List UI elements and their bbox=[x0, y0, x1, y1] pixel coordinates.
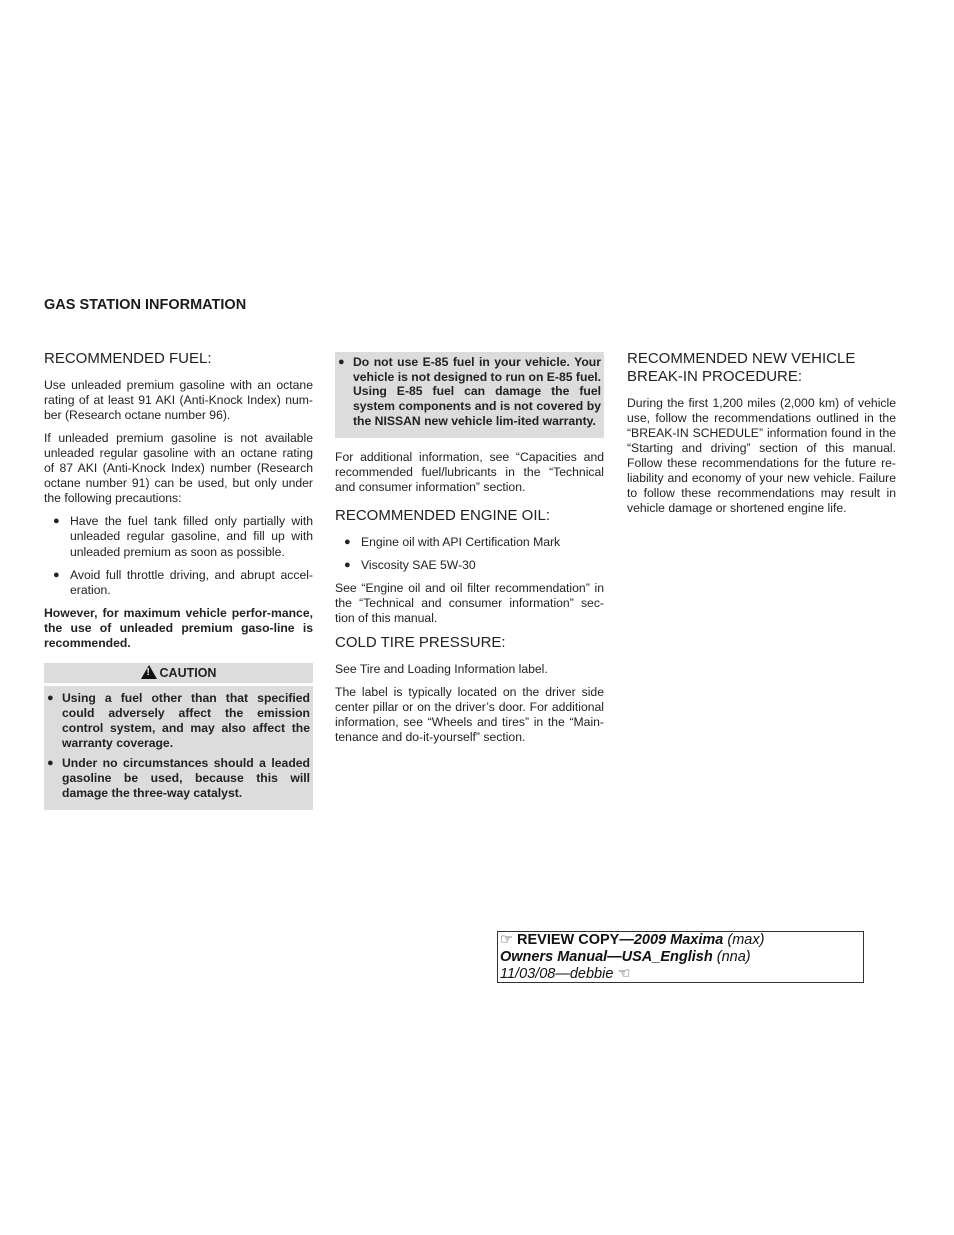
pointing-hand-left-icon: ☜ bbox=[617, 966, 631, 982]
bullet-icon: ● bbox=[47, 692, 54, 705]
bullet-icon: ● bbox=[53, 515, 60, 527]
heading-engine-oil: RECOMMENDED ENGINE OIL: bbox=[335, 506, 551, 524]
heading-cold-tire-pressure: COLD TIRE PRESSURE: bbox=[335, 634, 506, 652]
bullet-icon: ● bbox=[53, 568, 60, 581]
additional-info-paragraph: For additional information, see “Capacities and recommended fuel/lubricants in the “Technical and consumer information” section. bbox=[335, 449, 604, 494]
pointing-hand-right-icon: ☞ bbox=[500, 932, 513, 948]
column-break-in bbox=[627, 350, 896, 524]
heading-recommended-fuel: RECOMMENDED FUEL: bbox=[44, 350, 212, 367]
break-in-paragraph: During the first 1,200 miles (2,000 km) of vehicle use, follow the recommendations outlined in the “BREAK-IN SCHEDULE” information found in the “Starting and driving” section of this manual. Follow these recommendations for the future re-liability and economy of your new vehicle. Failure to follow these recommendations may result in vehicle damage or shortened engine life. bbox=[627, 396, 896, 515]
caution-label: CAUTION bbox=[159, 666, 217, 681]
date-user: 11/03/08—debbie bbox=[500, 966, 614, 982]
caution-box bbox=[44, 686, 313, 810]
caution-header bbox=[44, 663, 313, 683]
model-code: (max) bbox=[727, 932, 765, 948]
engine-oil-paragraph: See “Engine oil and oil filter recommendation” in the “Technical and consumer information” sec-tion of this manual. bbox=[335, 581, 604, 626]
review-label: REVIEW COPY— bbox=[517, 932, 634, 948]
list-item: ● Do not use E-85 fuel in your vehicle. Your vehicle is not designed to run on E-85 fuel. Using E-85 fuel can damage the fuel system components and is not covered by the NISSAN new vehicle lim-ited warranty. bbox=[338, 355, 601, 428]
list-item: ● Avoid full throttle driving, and abrupt accel-eration. bbox=[53, 567, 313, 598]
list-item: ● Viscosity SAE 5W-30 bbox=[344, 557, 476, 572]
review-copy-stamp bbox=[497, 931, 864, 983]
precautions-list bbox=[44, 514, 313, 598]
section-title: GAS STATION INFORMATION bbox=[44, 297, 247, 313]
list-item: ● Using a fuel other than that specified could adversely affect the emission control system, and may also affect the warranty coverage. bbox=[47, 691, 310, 750]
engine-oil-list bbox=[335, 535, 604, 574]
list-item: ● Engine oil with API Certification Mark bbox=[344, 534, 561, 549]
language-code: (nna) bbox=[716, 949, 751, 965]
e85-warning-box bbox=[335, 352, 604, 438]
list-item: ● Have the fuel tank filled only partially with unleaded regular gasoline, and fill up with unleaded premium as soon as possible. bbox=[53, 514, 313, 559]
bullet-icon: ● bbox=[344, 535, 351, 548]
fuel-paragraph-1: Use unleaded premium gasoline with an octane rating of at least 91 AKI (Anti-Knock Index) num-ber (Research octane number 96). bbox=[44, 378, 313, 422]
bullet-icon: ● bbox=[344, 558, 351, 571]
performance-note: However, for maximum vehicle perfor-mance, the use of unleaded premium gaso-line is recommended. bbox=[44, 606, 313, 651]
model-name: 2009 Maxima bbox=[633, 932, 724, 948]
heading-break-in: RECOMMENDED NEW VEHICLE BREAK-IN PROCEDURE: bbox=[627, 350, 856, 385]
column-engine-oil-tire bbox=[335, 352, 604, 753]
fuel-paragraph-2: If unleaded premium gasoline is not available unleaded regular gasoline with an octane rating of 87 AKI (Anti-Knock Index) number (Research octane number 91) can be used, but only under the following precautions: bbox=[44, 431, 313, 505]
list-item: ● Under no circumstances should a leaded gasoline be used, because this will damage the three-way catalyst. bbox=[47, 756, 310, 800]
tire-paragraph-2: The label is typically located on the driver side center pillar or on the driver’s door. For additional information, see “Wheels and tires” in the “Main-tenance and do-it-yourself” section. bbox=[335, 685, 604, 745]
column-recommended-fuel bbox=[44, 350, 313, 810]
warning-triangle-icon bbox=[141, 665, 157, 679]
tire-paragraph-1: See Tire and Loading Information label. bbox=[335, 662, 548, 677]
manual-name: Owners Manual—USA_English bbox=[500, 949, 713, 965]
bullet-icon: ● bbox=[47, 757, 54, 770]
bullet-icon: ● bbox=[338, 356, 345, 368]
